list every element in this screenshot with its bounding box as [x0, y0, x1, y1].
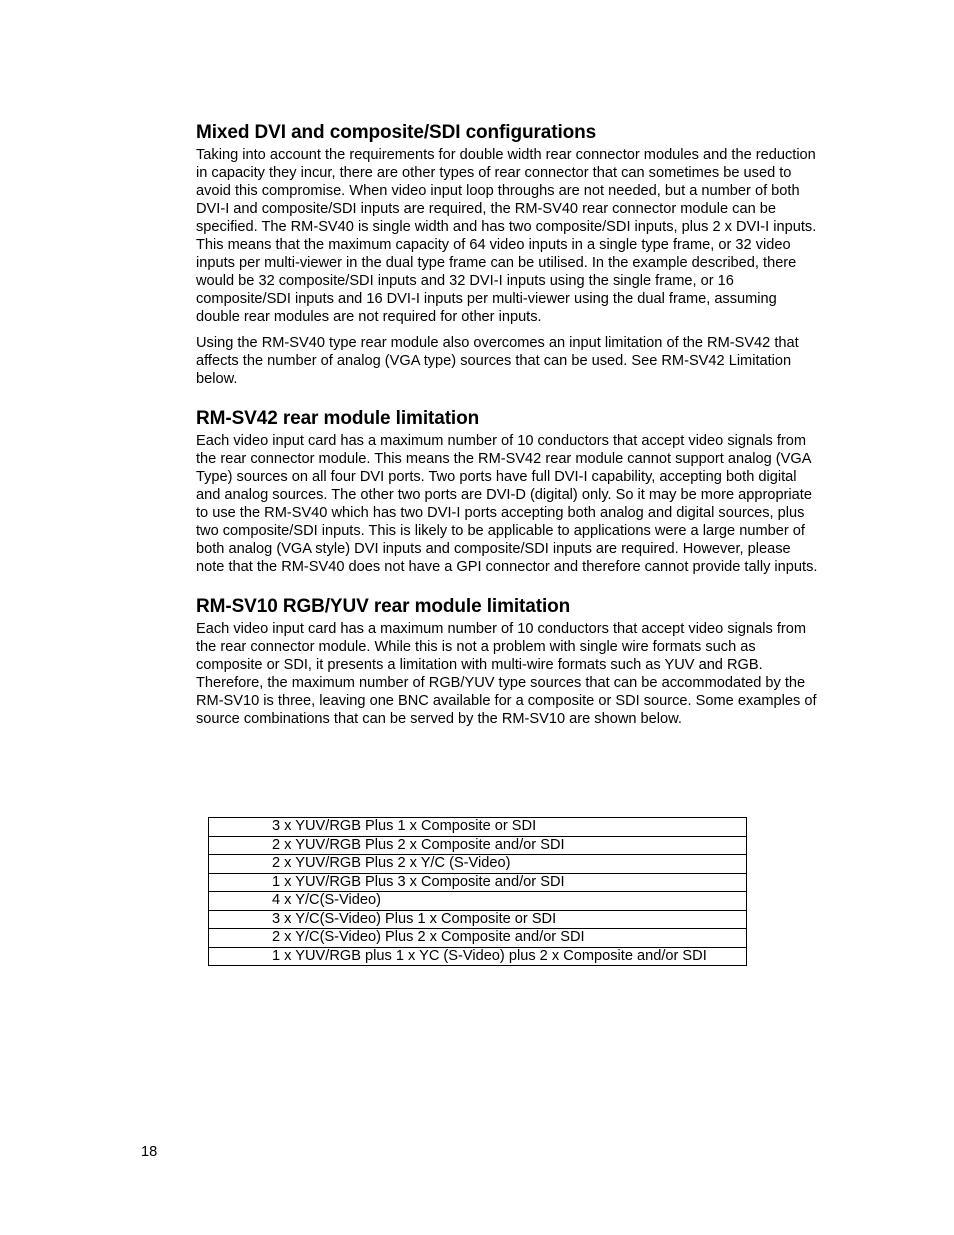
table-cell: 2 x YUV/RGB Plus 2 x Composite and/or SDI [209, 836, 747, 855]
table-row [209, 836, 747, 855]
table-cell: 1 x YUV/RGB Plus 3 x Composite and/or SDI [209, 873, 747, 892]
table-cell: 1 x YUV/RGB plus 1 x YC (S-Video) plus 2 x Composite and/or SDI [209, 947, 747, 966]
body-paragraph: Taking into account the requirements for double width rear connector modules and the reduction in capacity they incur, there are other types of rear connector that can sometimes be used to avoid this compromise. When video input loop throughs are not needed, but a number of both DVI-I and composite/SDI inputs are required, the RM-SV40 rear connector module can be specified. The RM-SV40 is single width and has two composite/SDI inputs, plus 2 x DVI-I inputs. This means that the maximum capacity of 64 video inputs in a single type frame, or 32 video inputs per multi-viewer in the dual type frame can be utilised. In the example described, there would be 32 composite/SDI inputs and 32 DVI-I inputs using the single frame, or 16 composite/SDI inputs and 16 DVI-I inputs per multi-viewer using the dual frame, assuming double rear modules are not required for other inputs. [196, 147, 817, 325]
section-heading: RM-SV42 rear module limitation [196, 408, 480, 429]
table-cell: 2 x Y/C(S-Video) Plus 2 x Composite and/or SDI [209, 929, 747, 948]
table-row [209, 818, 747, 837]
table-row [209, 947, 747, 966]
body-paragraph: Each video input card has a maximum number of 10 conductors that accept video signals from the rear connector module. This means the RM-SV42 rear module cannot support analog (VGA Type) sources on all four DVI ports. Two ports have full DVI-I capability, accepting both digital and analog sources. The other two ports are DVI-D (digital) only. So it may be more appropriate to use the RM-SV40 which has two DVI-I ports accepting both analog and digital sources, plus two composite/SDI inputs. This is likely to be applicable to applications were a large number of both analog (VGA style) DVI inputs and composite/SDI inputs are required. However, please note that the RM-SV40 does not have a GPI connector and therefore cannot provide tally inputs. [196, 433, 818, 575]
table-cell: 2 x YUV/RGB Plus 2 x Y/C (S-Video) [209, 855, 747, 874]
section-heading: Mixed DVI and composite/SDI configurations [196, 122, 597, 143]
section-rm-sv10 [196, 594, 818, 728]
table-row [209, 855, 747, 874]
table-row [209, 929, 747, 948]
source-combinations-table [208, 817, 747, 966]
section-rm-sv42 [196, 406, 818, 576]
table-row [209, 910, 747, 929]
body-paragraph: Using the RM-SV40 type rear module also overcomes an input limitation of the RM-SV42 that affects the number of analog (VGA type) sources that can be used. See RM-SV42 Limitation below. [196, 335, 799, 387]
body-paragraph: Each video input card has a maximum number of 10 conductors that accept video signals from the rear connector module. While this is not a problem with single wire formats such as composite or SDI, it presents a limitation with multi-wire formats such as YUV and RGB. Therefore, the maximum number of RGB/YUV type sources that can be accommodated by the RM-SV10 is three, leaving one BNC available for a composite or SDI source. Some examples of source combinations that can be served by the RM-SV10 are shown below. [196, 621, 817, 727]
page-content [196, 120, 818, 728]
page-number: 18 [141, 1144, 158, 1160]
table-row [209, 892, 747, 911]
section-heading: RM-SV10 RGB/YUV rear module limitation [196, 596, 571, 617]
table-cell: 3 x Y/C(S-Video) Plus 1 x Composite or SDI [209, 910, 747, 929]
table-cell: 4 x Y/C(S-Video) [209, 892, 747, 911]
section-mixed-dvi [196, 120, 818, 388]
table-cell: 3 x YUV/RGB Plus 1 x Composite or SDI [209, 818, 747, 837]
table-row [209, 873, 747, 892]
